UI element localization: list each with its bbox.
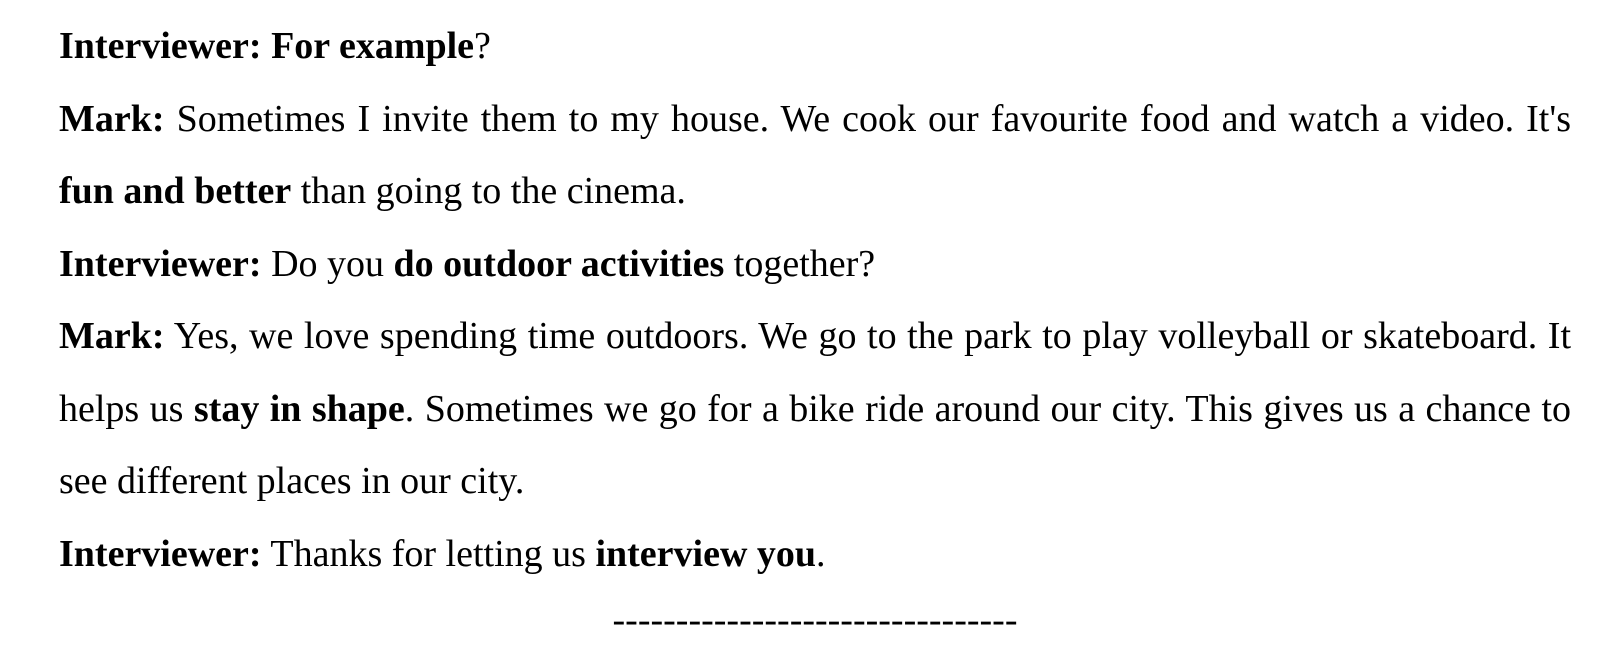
emphasized-phrase: stay in shape	[193, 387, 405, 430]
dialogue-turn	[59, 518, 1571, 591]
emphasized-phrase: interview you	[595, 532, 817, 575]
dialogue-text	[262, 25, 272, 67]
dialogue-text: . Sometimes we go for a bike ride around our city. This gives us a chance to see different places in our city.	[59, 387, 1572, 502]
emphasized-phrase: fun and better	[59, 170, 292, 212]
dialogue-turn	[59, 228, 1571, 301]
dialogue-text: Do you	[261, 242, 394, 285]
speaker-label: Interviewer:	[59, 242, 262, 285]
dialogue-turn	[59, 83, 1571, 228]
dialogue-text: .	[816, 532, 826, 575]
emphasized-phrase: do outdoor activities	[393, 242, 725, 285]
dialogue-text: ?	[474, 25, 491, 67]
speaker-label: Mark:	[59, 97, 165, 140]
dialogue-text: together?	[724, 242, 876, 285]
document-page	[59, 10, 1571, 650]
dialogue-turn	[59, 300, 1571, 518]
dialogue-text: than going to the cinema.	[291, 170, 686, 212]
speaker-label: Interviewer:	[59, 25, 262, 67]
dialogue	[59, 10, 1571, 590]
dialogue-turn	[59, 10, 1571, 83]
dialogue-text: Yes, we love spending time outdoors. We go to the park to play volleyball or skateboard. It helps us	[59, 315, 1571, 430]
dialogue-text: Sometimes I invite them to my house. We cook our favourite food and watch a video. It's	[164, 97, 1571, 140]
speaker-label: Mark:	[59, 315, 165, 357]
section-divider: --------------------------------	[612, 599, 1018, 641]
speaker-label: Interviewer:	[59, 532, 262, 575]
emphasized-phrase: For example	[271, 25, 475, 67]
dialogue-text: Thanks for letting us	[261, 532, 596, 575]
